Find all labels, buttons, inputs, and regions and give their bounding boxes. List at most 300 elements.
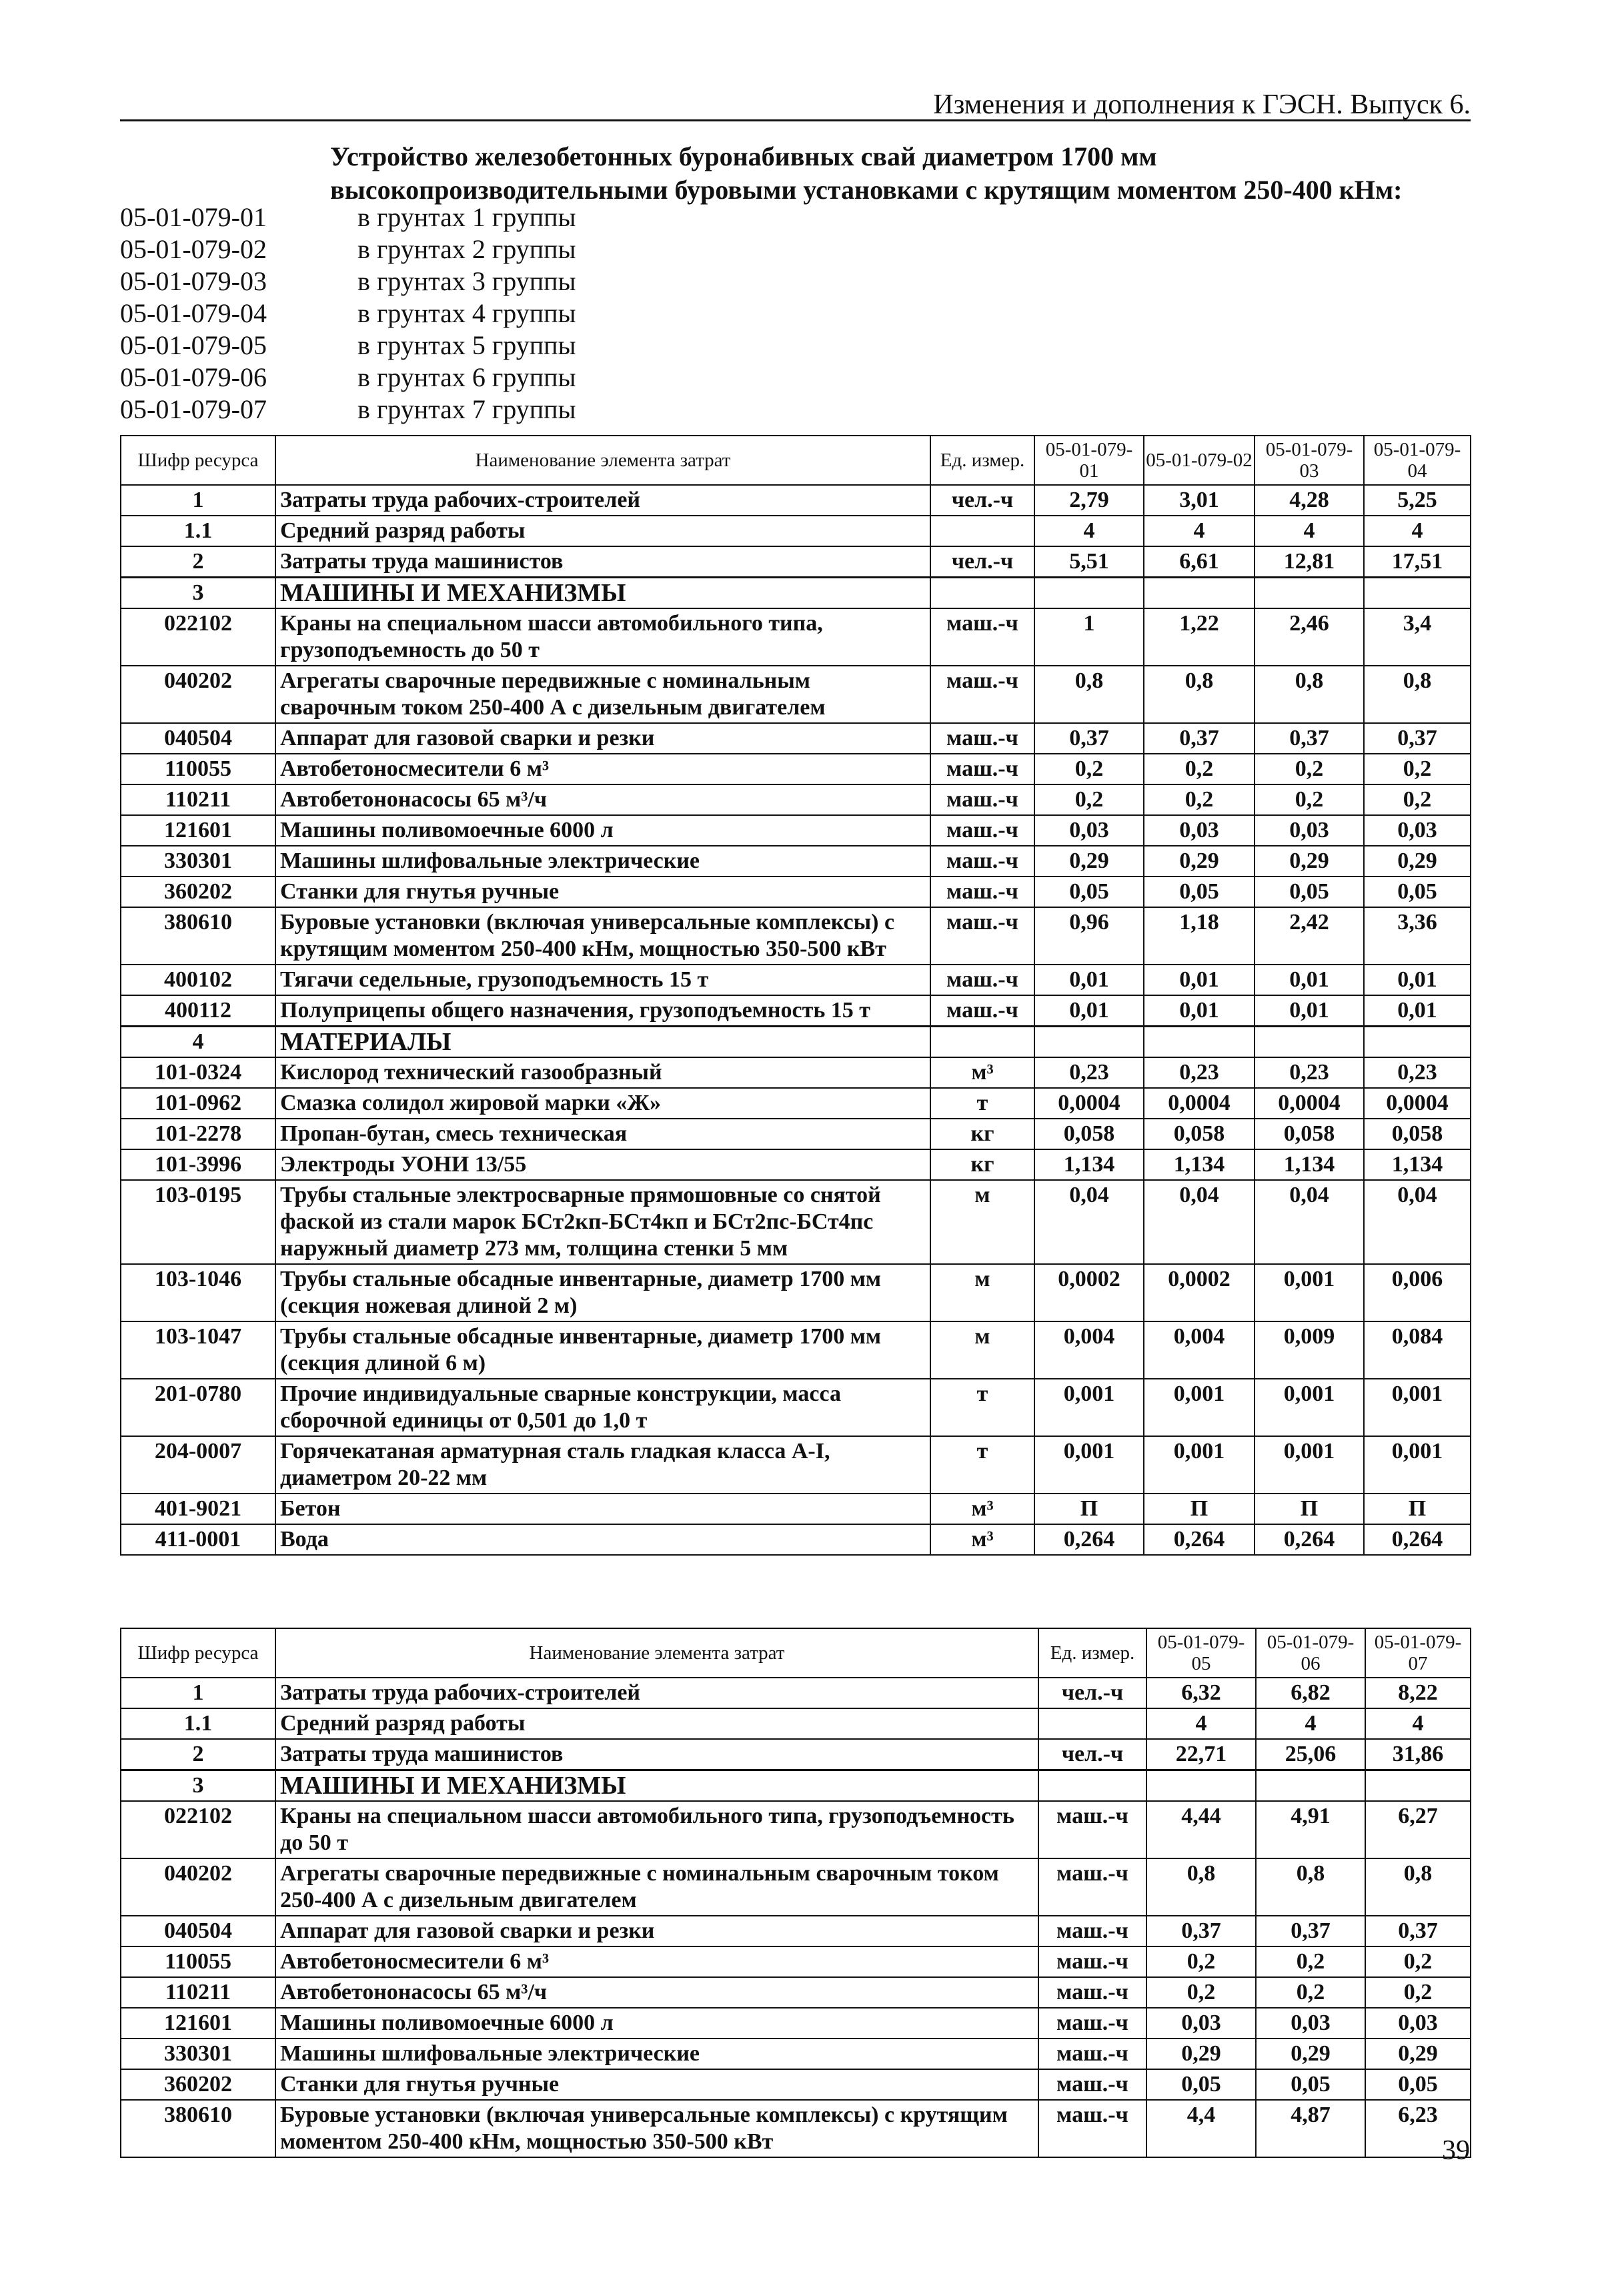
resource-code-cell: 022102: [121, 608, 275, 666]
value-cell: 0,001: [1034, 1379, 1144, 1436]
value-cell: [1364, 578, 1471, 609]
value-cell: 0,009: [1255, 1321, 1364, 1379]
value-cell: 4: [1365, 1708, 1471, 1739]
resource-code-cell: 103-0195: [121, 1180, 275, 1264]
unit-cell: [1038, 1770, 1146, 1802]
value-cell: 0,2: [1256, 1946, 1365, 1977]
code-list-item: [120, 265, 1120, 298]
value-cell: 0,001: [1144, 1379, 1255, 1436]
value-cell: 1: [1034, 608, 1144, 666]
code-list-desc: в грунтах 3 группы: [357, 266, 576, 296]
table-row: [121, 965, 1471, 995]
resource-code-cell: 201-0780: [121, 1379, 275, 1436]
code-list-item: [120, 298, 1120, 330]
value-cell: 0,0004: [1144, 1088, 1255, 1119]
value-cell: 4: [1255, 516, 1364, 546]
value-cell: 2,79: [1034, 485, 1144, 516]
resource-name-cell: Машины шлифовальные электрические: [275, 2039, 1038, 2069]
table-row: [121, 1801, 1471, 1858]
table-row: [121, 1946, 1471, 1977]
value-cell: 0,058: [1144, 1119, 1255, 1149]
value-cell: 0,264: [1364, 1524, 1471, 1555]
value-cell: 0,2: [1255, 754, 1364, 784]
value-cell: 5,25: [1364, 485, 1471, 516]
column-header: Ед. измер.: [1038, 1628, 1146, 1678]
resource-code-cell: 360202: [121, 877, 275, 907]
unit-cell: маш.-ч: [1038, 1858, 1146, 1916]
resource-name-cell: Буровые установки (включая универсальные комплексы) с крутящим моментом 250-400 кНм, мощностью 350-500 кВт: [275, 2100, 1038, 2157]
value-cell: 0,001: [1364, 1436, 1471, 1494]
code-list-code: 05-01-079-01: [120, 202, 267, 232]
resource-code-cell: 204-0007: [121, 1436, 275, 1494]
value-cell: 0,29: [1364, 846, 1471, 877]
resource-name-cell: Затраты труда рабочих-строителей: [275, 1678, 1038, 1708]
value-cell: 0,01: [1255, 995, 1364, 1027]
resource-name-cell: Вода: [275, 1524, 930, 1555]
resource-code-cell: 2: [121, 1739, 275, 1770]
value-cell: 4: [1146, 1708, 1256, 1739]
unit-cell: т: [930, 1379, 1034, 1436]
resource-name-cell: Машины поливомоечные 6000 л: [275, 2008, 1038, 2039]
value-cell: 0,8: [1144, 666, 1255, 723]
resource-code-cell: 121601: [121, 815, 275, 846]
resource-name-cell: МАТЕРИАЛЫ: [275, 1027, 930, 1058]
value-cell: 0,37: [1034, 723, 1144, 754]
unit-cell: маш.-ч: [930, 846, 1034, 877]
resource-code-cell: 101-2278: [121, 1119, 275, 1149]
value-cell: 6,61: [1144, 546, 1255, 578]
value-cell: 3,01: [1144, 485, 1255, 516]
table-row: [121, 485, 1471, 516]
value-cell: 0,058: [1034, 1119, 1144, 1149]
table-row: [121, 578, 1471, 609]
value-cell: 0,03: [1255, 815, 1364, 846]
column-header: Шифр ресурса: [121, 1628, 275, 1678]
value-cell: 0,05: [1365, 2069, 1471, 2100]
value-cell: 0,084: [1364, 1321, 1471, 1379]
column-header: 05-01-079-07: [1365, 1628, 1471, 1678]
running-header: [120, 90, 1471, 121]
code-list-item: [120, 201, 1120, 233]
value-cell: 1,134: [1034, 1149, 1144, 1180]
resource-table-2: [120, 1628, 1471, 2158]
table-row: [121, 1119, 1471, 1149]
resource-name-cell: Аппарат для газовой сварки и резки: [275, 1916, 1038, 1946]
code-list-desc: в грунтах 6 группы: [357, 362, 576, 392]
unit-cell: [930, 578, 1034, 609]
value-cell: 0,2: [1256, 1977, 1365, 2008]
resource-name-cell: Буровые установки (включая универсальные комплексы) с крутящим моментом 250-400 кНм, мощностью 350-500 кВт: [275, 907, 930, 965]
table-row: [121, 546, 1471, 578]
unit-cell: чел.-ч: [930, 546, 1034, 578]
unit-cell: маш.-ч: [1038, 2069, 1146, 2100]
unit-cell: м: [930, 1264, 1034, 1321]
table-row: [121, 1264, 1471, 1321]
resource-name-cell: Агрегаты сварочные передвижные с номинальным сварочным током 250-400 А с дизельным двигателем: [275, 666, 930, 723]
resource-code-cell: 330301: [121, 2039, 275, 2069]
unit-cell: маш.-ч: [930, 723, 1034, 754]
resource-name-cell: Кислород технический газообразный: [275, 1057, 930, 1088]
table-row: [121, 754, 1471, 784]
value-cell: [1255, 1027, 1364, 1058]
value-cell: 0,05: [1144, 877, 1255, 907]
value-cell: 0,0004: [1364, 1088, 1471, 1119]
code-list-code: 05-01-079-02: [120, 234, 267, 264]
code-list-desc: в грунтах 5 группы: [357, 330, 576, 360]
column-header: 05-01-079-03: [1255, 436, 1364, 485]
value-cell: 0,37: [1255, 723, 1364, 754]
value-cell: 0,29: [1144, 846, 1255, 877]
resource-name-cell: Электроды УОНИ 13/55: [275, 1149, 930, 1180]
value-cell: 0,05: [1146, 2069, 1256, 2100]
value-cell: 0,264: [1034, 1524, 1144, 1555]
value-cell: 0,001: [1364, 1379, 1471, 1436]
resource-code-cell: 1: [121, 1678, 275, 1708]
unit-cell: маш.-ч: [1038, 2100, 1146, 2157]
table-row: [121, 608, 1471, 666]
resource-name-cell: Полуприцепы общего назначения, грузоподъемность 15 т: [275, 995, 930, 1027]
value-cell: 0,001: [1144, 1436, 1255, 1494]
value-cell: 6,23: [1365, 2100, 1471, 2157]
unit-cell: маш.-ч: [1038, 1977, 1146, 2008]
code-list-item: [120, 362, 1120, 394]
resource-code-cell: 103-1047: [121, 1321, 275, 1379]
value-cell: 1,134: [1144, 1149, 1255, 1180]
value-cell: 0,001: [1034, 1436, 1144, 1494]
resource-name-cell: МАШИНЫ И МЕХАНИЗМЫ: [275, 578, 930, 609]
table-row: [121, 1858, 1471, 1916]
resource-name-cell: МАШИНЫ И МЕХАНИЗМЫ: [275, 1770, 1038, 1802]
value-cell: 0,01: [1034, 965, 1144, 995]
value-cell: 0,264: [1144, 1524, 1255, 1555]
column-header: Наименование элемента затрат: [275, 436, 930, 485]
value-cell: 4,91: [1256, 1801, 1365, 1858]
value-cell: 0,23: [1255, 1057, 1364, 1088]
resource-name-cell: Аппарат для газовой сварки и резки: [275, 723, 930, 754]
unit-cell: маш.-ч: [930, 754, 1034, 784]
table-row: [121, 1770, 1471, 1802]
value-cell: 0,8: [1365, 1858, 1471, 1916]
value-cell: П: [1364, 1494, 1471, 1524]
column-header: 05-01-079-05: [1146, 1628, 1256, 1678]
value-cell: 1,134: [1255, 1149, 1364, 1180]
value-cell: 1,18: [1144, 907, 1255, 965]
value-cell: 0,8: [1364, 666, 1471, 723]
column-header: 05-01-079-01: [1034, 436, 1144, 485]
table-row: [121, 2039, 1471, 2069]
value-cell: 0,0004: [1034, 1088, 1144, 1119]
value-cell: 0,058: [1364, 1119, 1471, 1149]
value-cell: 6,27: [1365, 1801, 1471, 1858]
value-cell: 0,29: [1256, 2039, 1365, 2069]
resource-code-cell: 040504: [121, 723, 275, 754]
code-list-code: 05-01-079-03: [120, 266, 267, 296]
value-cell: 0,2: [1144, 784, 1255, 815]
value-cell: 0,29: [1034, 846, 1144, 877]
unit-cell: м³: [930, 1057, 1034, 1088]
value-cell: 0,04: [1364, 1180, 1471, 1264]
column-header: 05-01-079-04: [1364, 436, 1471, 485]
value-cell: 31,86: [1365, 1739, 1471, 1770]
value-cell: 0,01: [1364, 965, 1471, 995]
value-cell: 4,4: [1146, 2100, 1256, 2157]
table-header-row: [121, 1628, 1471, 1678]
table-row: [121, 1180, 1471, 1264]
unit-cell: маш.-ч: [930, 815, 1034, 846]
unit-cell: кг: [930, 1119, 1034, 1149]
value-cell: [1034, 1027, 1144, 1058]
unit-cell: т: [930, 1436, 1034, 1494]
resource-code-cell: 110055: [121, 754, 275, 784]
code-list-code: 05-01-079-05: [120, 330, 267, 360]
resource-name-cell: Пропан-бутан, смесь техническая: [275, 1119, 930, 1149]
resource-code-cell: 040504: [121, 1916, 275, 1946]
value-cell: 0,03: [1256, 2008, 1365, 2039]
table-header-row: [121, 436, 1471, 485]
value-cell: 0,37: [1365, 1916, 1471, 1946]
resource-code-cell: 400112: [121, 995, 275, 1027]
resource-code-cell: 040202: [121, 1858, 275, 1916]
resource-name-cell: Станки для гнутья ручные: [275, 2069, 1038, 2100]
page-number: 39: [1442, 2135, 1470, 2166]
value-cell: 0,05: [1255, 877, 1364, 907]
value-cell: 6,32: [1146, 1678, 1256, 1708]
resource-code-cell: 3: [121, 578, 275, 609]
table-row: [121, 1379, 1471, 1436]
value-cell: 0,96: [1034, 907, 1144, 965]
resource-name-cell: Трубы стальные обсадные инвентарные, диаметр 1700 мм (секция ножевая длиной 2 м): [275, 1264, 930, 1321]
value-cell: 0,2: [1034, 754, 1144, 784]
value-cell: 0,01: [1144, 965, 1255, 995]
value-cell: 1,22: [1144, 608, 1255, 666]
code-list-code: 05-01-079-07: [120, 394, 267, 424]
table-row: [121, 846, 1471, 877]
table-1-body: [121, 485, 1471, 1555]
resource-code-cell: 121601: [121, 2008, 275, 2039]
resource-name-cell: Тягачи седельные, грузоподъемность 15 т: [275, 965, 930, 995]
value-cell: 0,0002: [1034, 1264, 1144, 1321]
value-cell: 0,004: [1034, 1321, 1144, 1379]
table-row: [121, 907, 1471, 965]
table-row: [121, 723, 1471, 754]
resource-code-cell: 2: [121, 546, 275, 578]
resource-name-cell: Автобетоносмесители 6 м³: [275, 1946, 1038, 1977]
value-cell: 0,004: [1144, 1321, 1255, 1379]
table-row: [121, 1916, 1471, 1946]
value-cell: 0,2: [1364, 784, 1471, 815]
resource-name-cell: Затраты труда машинистов: [275, 1739, 1038, 1770]
unit-cell: кг: [930, 1149, 1034, 1180]
resource-name-cell: Автобетононасосы 65 м³/ч: [275, 784, 930, 815]
resource-code-cell: 1.1: [121, 1708, 275, 1739]
resource-name-cell: Затраты труда машинистов: [275, 546, 930, 578]
value-cell: 0,01: [1255, 965, 1364, 995]
value-cell: 0,29: [1146, 2039, 1256, 2069]
table-row: [121, 1494, 1471, 1524]
resource-name-cell: Прочие индивидуальные сварные конструкции, масса сборочной единицы от 0,501 до 1,0 т: [275, 1379, 930, 1436]
table-row: [121, 995, 1471, 1027]
resource-table-1: [120, 435, 1471, 1556]
value-cell: 22,71: [1146, 1739, 1256, 1770]
value-cell: 4,87: [1256, 2100, 1365, 2157]
code-list-desc: в грунтах 1 группы: [357, 202, 576, 232]
value-cell: 0,2: [1144, 754, 1255, 784]
resource-code-cell: 411-0001: [121, 1524, 275, 1555]
value-cell: [1364, 1027, 1471, 1058]
unit-cell: маш.-ч: [1038, 1801, 1146, 1858]
value-cell: 0,8: [1256, 1858, 1365, 1916]
resource-name-cell: Средний разряд работы: [275, 516, 930, 546]
value-cell: 25,06: [1256, 1739, 1365, 1770]
unit-cell: маш.-ч: [930, 608, 1034, 666]
resource-name-cell: Бетон: [275, 1494, 930, 1524]
value-cell: П: [1144, 1494, 1255, 1524]
resource-name-cell: Затраты труда рабочих-строителей: [275, 485, 930, 516]
resource-code-cell: 1: [121, 485, 275, 516]
value-cell: 0,29: [1255, 846, 1364, 877]
table-row: [121, 784, 1471, 815]
table-row: [121, 1436, 1471, 1494]
value-cell: 0,0002: [1144, 1264, 1255, 1321]
value-cell: 0,8: [1255, 666, 1364, 723]
value-cell: 0,01: [1034, 995, 1144, 1027]
unit-cell: чел.-ч: [1038, 1739, 1146, 1770]
value-cell: 0,04: [1034, 1180, 1144, 1264]
resource-name-cell: Трубы стальные электросварные прямошовные со снятой фаской из стали марок БСт2кп-БСт4кп и БСт2пс-БСт4пс наружный диаметр 273 мм, толщина стенки 5 мм: [275, 1180, 930, 1264]
table-row: [121, 516, 1471, 546]
value-cell: П: [1034, 1494, 1144, 1524]
code-list-desc: в грунтах 7 группы: [357, 394, 576, 424]
value-cell: [1256, 1770, 1365, 1802]
column-header: Шифр ресурса: [121, 436, 275, 485]
section-heading: Устройство железобетонных буронабивных свай диаметром 1700 мм высокопроизводительными буровыми установками с крутящим моментом 250-400 кНм:: [330, 141, 1403, 205]
value-cell: 0,03: [1364, 815, 1471, 846]
unit-cell: маш.-ч: [930, 965, 1034, 995]
resource-code-cell: 101-0324: [121, 1057, 275, 1088]
value-cell: 0,2: [1146, 1946, 1256, 1977]
unit-cell: маш.-ч: [930, 666, 1034, 723]
resource-name-cell: Машины шлифовальные электрические: [275, 846, 930, 877]
value-cell: 4: [1144, 516, 1255, 546]
column-header: 05-01-079-02: [1144, 436, 1255, 485]
value-cell: [1144, 1027, 1255, 1058]
resource-code-cell: 1.1: [121, 516, 275, 546]
value-cell: [1365, 1770, 1471, 1802]
value-cell: 4: [1364, 516, 1471, 546]
value-cell: 0,0004: [1255, 1088, 1364, 1119]
value-cell: 2,42: [1255, 907, 1364, 965]
resource-code-cell: 101-3996: [121, 1149, 275, 1180]
unit-cell: маш.-ч: [1038, 1916, 1146, 1946]
resource-code-cell: 4: [121, 1027, 275, 1058]
code-list-item: [120, 394, 1120, 426]
table-row: [121, 2100, 1471, 2157]
value-cell: 0,37: [1256, 1916, 1365, 1946]
resource-code-cell: 3: [121, 1770, 275, 1802]
table-row: [121, 877, 1471, 907]
column-header: Ед. измер.: [930, 436, 1034, 485]
resource-name-cell: Средний разряд работы: [275, 1708, 1038, 1739]
value-cell: 0,01: [1144, 995, 1255, 1027]
resource-name-cell: Агрегаты сварочные передвижные с номинальным сварочным током 250-400 А с дизельным двигателем: [275, 1858, 1038, 1916]
value-cell: 0,001: [1255, 1379, 1364, 1436]
unit-cell: м: [930, 1321, 1034, 1379]
value-cell: 0,03: [1034, 815, 1144, 846]
value-cell: 8,22: [1365, 1678, 1471, 1708]
value-cell: 5,51: [1034, 546, 1144, 578]
value-cell: 0,01: [1364, 995, 1471, 1027]
table-row: [121, 1149, 1471, 1180]
value-cell: [1034, 578, 1144, 609]
value-cell: 0,03: [1144, 815, 1255, 846]
value-cell: 6,82: [1256, 1678, 1365, 1708]
table-row: [121, 1739, 1471, 1770]
resource-name-cell: Горячекатаная арматурная сталь гладкая класса А-I, диаметром 20-22 мм: [275, 1436, 930, 1494]
value-cell: 0,03: [1146, 2008, 1256, 2039]
value-cell: 0,001: [1255, 1264, 1364, 1321]
value-cell: 0,05: [1034, 877, 1144, 907]
resource-code-cell: 110055: [121, 1946, 275, 1977]
table-row: [121, 666, 1471, 723]
column-header: Наименование элемента затрат: [275, 1628, 1038, 1678]
value-cell: 0,37: [1146, 1916, 1256, 1946]
table-2-header: [121, 1628, 1471, 1678]
resource-code-cell: 110211: [121, 784, 275, 815]
value-cell: [1146, 1770, 1256, 1802]
resource-code-cell: 101-0962: [121, 1088, 275, 1119]
unit-cell: маш.-ч: [930, 995, 1034, 1027]
unit-cell: маш.-ч: [930, 877, 1034, 907]
value-cell: 0,2: [1365, 1977, 1471, 2008]
resource-name-cell: Трубы стальные обсадные инвентарные, диаметр 1700 мм (секция длиной 6 м): [275, 1321, 930, 1379]
table-row: [121, 1057, 1471, 1088]
value-cell: 0,8: [1034, 666, 1144, 723]
table-row: [121, 1088, 1471, 1119]
unit-cell: маш.-ч: [930, 784, 1034, 815]
value-cell: 4: [1256, 1708, 1365, 1739]
value-cell: 0,2: [1034, 784, 1144, 815]
code-list-code: 05-01-079-06: [120, 362, 267, 392]
table-row: [121, 815, 1471, 846]
unit-cell: [930, 1027, 1034, 1058]
value-cell: 0,264: [1255, 1524, 1364, 1555]
resource-code-cell: 110211: [121, 1977, 275, 2008]
table-row: [121, 1708, 1471, 1739]
value-cell: 0,058: [1255, 1119, 1364, 1149]
table-row: [121, 1977, 1471, 2008]
unit-cell: чел.-ч: [930, 485, 1034, 516]
resource-name-cell: Автобетоносмесители 6 м³: [275, 754, 930, 784]
value-cell: 0,23: [1364, 1057, 1471, 1088]
table-row: [121, 2069, 1471, 2100]
value-cell: 0,006: [1364, 1264, 1471, 1321]
value-cell: 0,04: [1255, 1180, 1364, 1264]
value-cell: 0,23: [1144, 1057, 1255, 1088]
resource-code-cell: 040202: [121, 666, 275, 723]
resource-code-cell: 360202: [121, 2069, 275, 2100]
resource-code-cell: 022102: [121, 1801, 275, 1858]
resource-code-cell: 330301: [121, 846, 275, 877]
resource-name-cell: Смазка солидол жировой марки «Ж»: [275, 1088, 930, 1119]
table-row: [121, 1524, 1471, 1555]
value-cell: 0,2: [1364, 754, 1471, 784]
code-list-desc: в грунтах 4 группы: [357, 298, 576, 328]
value-cell: 17,51: [1364, 546, 1471, 578]
value-cell: [1255, 578, 1364, 609]
unit-cell: маш.-ч: [930, 907, 1034, 965]
code-list: [120, 201, 1120, 426]
resource-name-cell: Автобетононасосы 65 м³/ч: [275, 1977, 1038, 2008]
